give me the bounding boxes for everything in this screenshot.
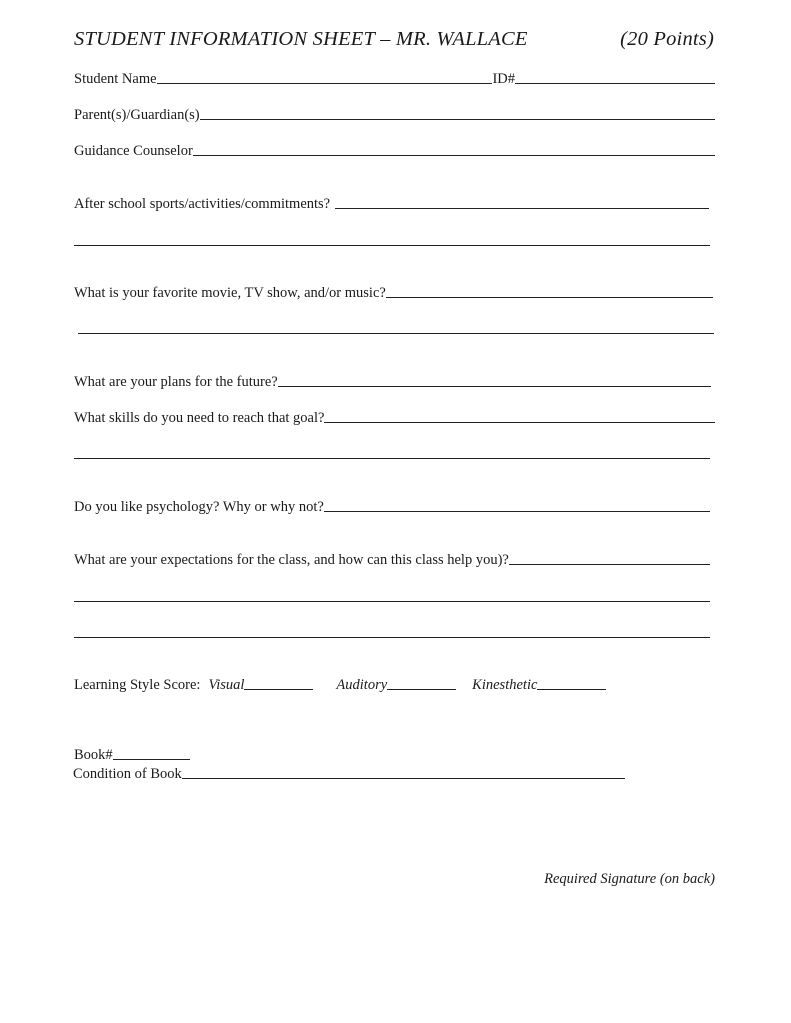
psychology-label: Do you like psychology? Why or why not? [74, 499, 324, 515]
parents-label: Parent(s)/Guardian(s) [74, 107, 200, 123]
parents-field[interactable] [200, 119, 715, 120]
book-condition-label: Condition of Book [73, 766, 182, 782]
psychology-row [74, 498, 710, 516]
book-number-label: Book# [74, 747, 113, 763]
kinesthetic-label: Kinesthetic [472, 677, 538, 693]
learning-style-row [74, 676, 634, 694]
psychology-field[interactable] [324, 511, 710, 512]
signature-note: Required Signature (on back) [544, 871, 715, 887]
favorite-extra-line[interactable] [78, 333, 714, 334]
skills-extra-line[interactable] [74, 458, 710, 459]
counselor-label: Guidance Counselor [74, 143, 193, 159]
student-name-row [74, 70, 715, 88]
visual-label: Visual [208, 677, 245, 693]
points-value: (20 Points) [620, 28, 714, 50]
header [74, 28, 714, 54]
student-name-label: Student Name [74, 71, 157, 87]
skills-field[interactable] [324, 422, 715, 423]
activities-extra-line[interactable] [74, 245, 710, 246]
expectations-row [74, 551, 710, 569]
activities-label: After school sports/activities/commitments? [74, 196, 331, 212]
expectations-field[interactable] [509, 564, 710, 565]
favorite-field[interactable] [386, 297, 713, 298]
plans-row [74, 373, 711, 391]
kinesthetic-score-field[interactable] [537, 689, 606, 690]
counselor-row [74, 142, 715, 160]
visual-score-field[interactable] [244, 689, 313, 690]
id-field[interactable] [515, 83, 715, 84]
counselor-field[interactable] [193, 155, 715, 156]
student-name-field[interactable] [157, 83, 493, 84]
learning-style-label: Learning Style Score: [74, 677, 201, 693]
parents-row [74, 106, 715, 124]
expectations-extra-line-1[interactable] [74, 601, 710, 602]
skills-label: What skills do you need to reach that goal? [74, 410, 325, 426]
skills-row [74, 409, 715, 427]
activities-row [74, 195, 709, 213]
auditory-score-field[interactable] [387, 689, 456, 690]
plans-field[interactable] [278, 386, 711, 387]
book-number-row [74, 746, 274, 764]
expectations-extra-line-2[interactable] [74, 637, 710, 638]
book-condition-field[interactable] [182, 778, 625, 779]
plans-label: What are your plans for the future? [74, 374, 278, 390]
book-condition-row [73, 765, 625, 783]
book-number-field[interactable] [113, 759, 190, 760]
activities-field[interactable] [335, 208, 709, 209]
auditory-label: Auditory [336, 677, 388, 693]
favorite-label: What is your favorite movie, TV show, and/or music? [74, 285, 386, 301]
sheet-title: STUDENT INFORMATION SHEET – MR. WALLACE [74, 28, 528, 50]
favorite-row [74, 284, 713, 302]
id-label: ID# [492, 71, 515, 87]
expectations-label: What are your expectations for the class, and how can this class help you)? [74, 552, 509, 568]
